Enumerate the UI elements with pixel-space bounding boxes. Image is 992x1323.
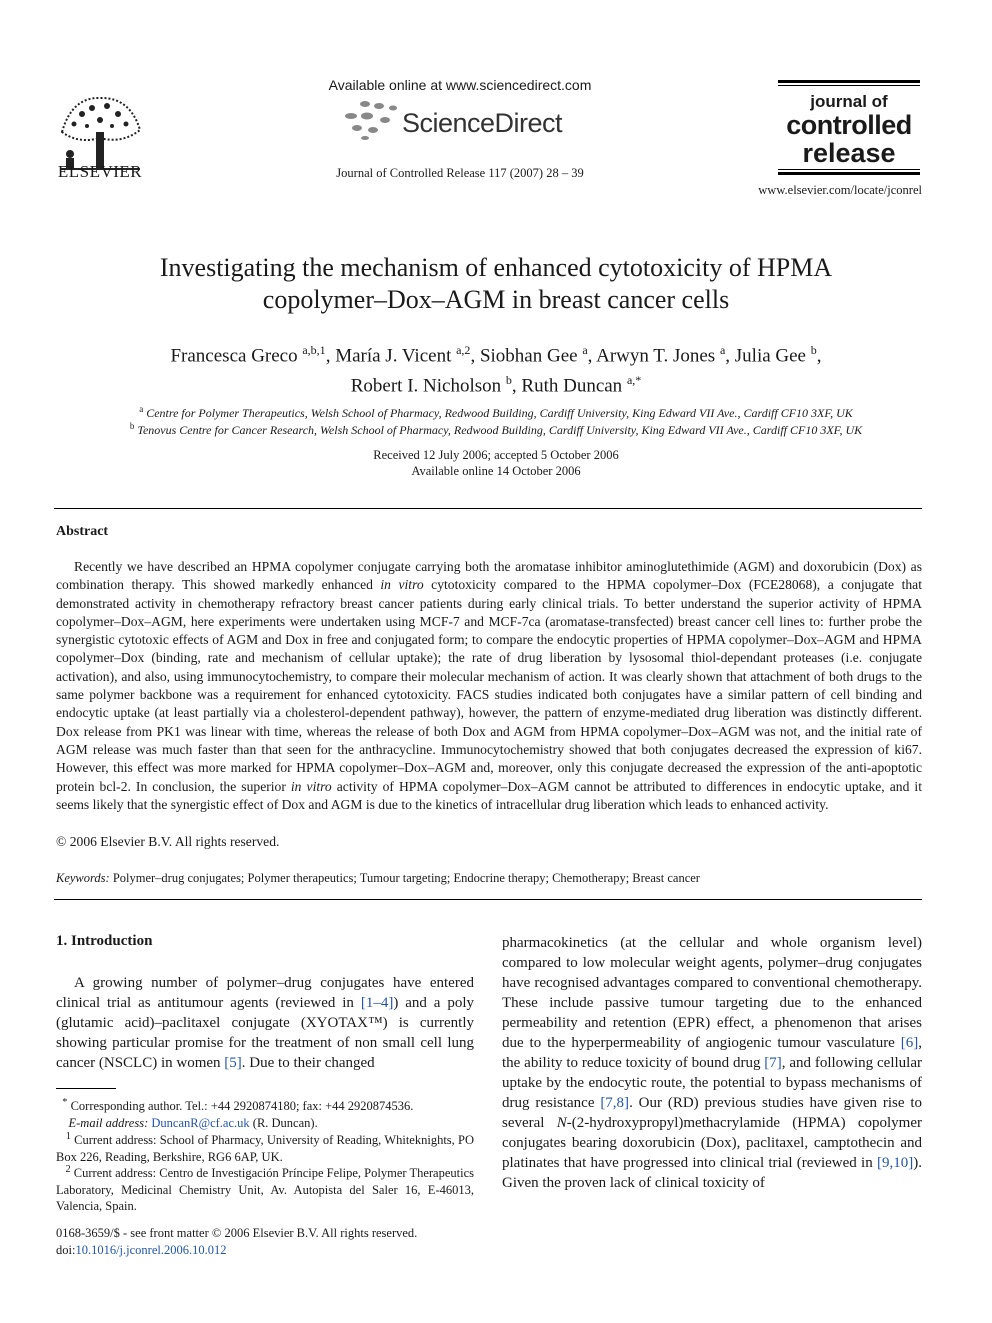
footnote-corresponding <box>56 1095 474 1131</box>
section-heading-introduction: 1. Introduction <box>56 933 153 949</box>
doi-link[interactable]: 10.1016/j.jconrel.2006.10.012 <box>75 1242 227 1257</box>
author-affiliation-mark: b <box>505 373 512 388</box>
front-matter-text: 0168-3659/$ - see front matter © 2006 Elsevier B.V. All rights reserved. <box>56 1226 418 1240</box>
title-line-1: Investigating the mechanism of enhanced cytotoxicity of HPMA <box>159 253 833 282</box>
sciencedirect-wordmark: ScienceDirect <box>402 108 563 138</box>
footnote-text: Current address: Centro de Investigación Príncipe Felipe, Polymer Therapeutics Laboratory, Medicinal Chemistry Unit, Av. Autopista del Saler 16, E-46013, Valencia, Spain. <box>56 1166 475 1214</box>
affiliation-mark: b <box>129 421 135 431</box>
author-affiliation-mark: a,2 <box>456 343 471 357</box>
title-line-2: copolymer–Dox–AGM in breast cancer cells <box>262 285 730 314</box>
keywords-list: Polymer–drug conjugates; Polymer therapeutics; Tumour targeting; Endocrine therapy; Chemotherapy; Breast cancer <box>109 871 700 885</box>
email-link[interactable]: DuncanR@cf.ac.uk <box>151 1115 250 1130</box>
keywords <box>56 871 922 886</box>
abstract-heading: Abstract <box>56 524 109 539</box>
doi-label: doi: <box>56 1242 76 1257</box>
journal-logo <box>778 80 920 174</box>
intro-text: pharmacokinetics (at the cellular and whole organism level) compared to low molecular weight agents, polymer–drug conjugates have recognised advantages compared to conventional chemotherapy. These include passive tumour targeting due to the enhanced permeability and retention (EPR) effect, a phenomenon that arises due to the hyperpermeability of angiogenic tumour vasculature <box>502 935 922 1051</box>
intro-text: ). Given the proven lack of clinical toxicity of <box>502 1155 922 1191</box>
author-separator: , <box>511 375 522 397</box>
journal-logo-line1: journal of <box>810 92 888 111</box>
copyright: © 2006 Elsevier B.V. All rights reserved. <box>56 834 280 849</box>
intro-text: , and following cellular uptake by the endocytic route, the potential to bypass mechanisms of drug resistance <box>502 1055 922 1111</box>
abstract-text: activity of HPMA copolymer–Dox–AGM cannot be attributed to differences in endocytic uptake, and it seems likely that the synergistic effect of Dox and AGM is due to the kinetics of intracellular drug liberation which leads to enhanced activity. <box>56 778 922 812</box>
author: Julia Gee <box>734 345 806 367</box>
author-list <box>60 338 932 399</box>
citation-link[interactable]: [5] <box>224 1055 242 1071</box>
author-affiliation-mark: a,b,1 <box>302 343 326 357</box>
footnote-2 <box>56 1162 474 1215</box>
footnote-1 <box>56 1129 474 1165</box>
intro-text: A growing number of polymer–drug conjugates have entered clinical trial as antitumour agents (reviewed in <box>56 975 474 1011</box>
intro-text: . Due to their changed <box>241 1055 375 1071</box>
article-title <box>60 252 932 316</box>
author: Francesca Greco <box>170 345 298 367</box>
footnote-mark: 2 <box>65 1164 71 1175</box>
journal-url[interactable]: www.elsevier.com/locate/jconrel <box>758 183 922 197</box>
journal-logo-rule-bottom-thin <box>778 169 920 170</box>
intro-text: -(2-hydroxypropyl)methacrylamide (HPMA) copolymer conjugates bearing doxorubicin (Dox), paclitaxel, camptothecin and platinates that have progressed into clinical trial (reviewed in <box>502 1115 922 1171</box>
front-matter <box>56 1225 417 1258</box>
available-date: Available online 14 October 2006 <box>411 464 581 478</box>
affiliation-text: Tenovus Centre for Cancer Research, Welsh School of Pharmacy, Redwood Building, Cardiff University, King Edward VII Ave., Cardiff CF10 3XF, UK <box>137 423 863 437</box>
author-affiliation-mark: b <box>810 343 817 357</box>
author-separator: , <box>325 345 336 367</box>
footnote-text: Current address: School of Pharmacy, University of Reading, Whiteknights, PO Box 226, Reading, Berkshire, RG6 6AP, UK. <box>56 1133 474 1164</box>
citation-link[interactable]: [6] <box>900 1035 919 1051</box>
available-online-text[interactable]: Available online at www.sciencedirect.com <box>328 77 592 93</box>
journal-logo-rule-bottom <box>778 172 920 175</box>
received-dates: Received 12 July 2006; accepted 5 October 2006 <box>373 448 619 462</box>
intro-text: , the ability to reduce toxicity of bound drug <box>502 1035 922 1071</box>
sciencedirect-dots-icon <box>343 98 405 140</box>
journal-logo-line2: controlled <box>786 110 912 140</box>
citation-link[interactable]: [7] <box>764 1055 782 1071</box>
intro-text: . Our (RD) previous studies have given rise to several <box>502 1095 922 1131</box>
author-separator: , <box>725 345 735 367</box>
author: María J. Vicent <box>335 345 452 367</box>
author: Ruth Duncan <box>521 375 623 397</box>
author-affiliation-mark: a <box>719 343 726 357</box>
author: Arwyn T. Jones <box>596 345 716 367</box>
intro-paragraph-continued <box>502 933 922 1193</box>
affiliation-mark: a <box>139 404 144 414</box>
abstract-italic: in vitro <box>290 778 332 794</box>
intro-paragraph-1 <box>56 973 474 1073</box>
journal-logo-line3: release <box>802 138 896 168</box>
publisher-name: ELSEVIER <box>57 162 143 181</box>
journal-logo-rule-top <box>778 80 920 83</box>
footnote-mark: * <box>62 1097 68 1108</box>
journal-logo-rule-top-thin <box>778 85 920 86</box>
author-separator: , <box>470 345 480 367</box>
abstract-text: Recently we have described an HPMA copolymer conjugate carrying both the aromatase inhibitor aminoglutethimide (AGM) and doxorubicin (Dox) as combination therapy. This showed markedly enhanced <box>56 559 922 593</box>
author-affiliation-mark: a,* <box>626 373 642 388</box>
email-label: E-mail address: <box>68 1115 149 1130</box>
footnote-text: (R. Duncan). <box>249 1115 318 1130</box>
divider-bottom <box>54 899 922 900</box>
abstract-italic: in vitro <box>380 577 424 593</box>
footnote-rule <box>56 1088 116 1089</box>
affiliation-b <box>40 421 952 438</box>
footnote-text: Corresponding author. Tel.: +44 2920874180; fax: +44 2920874536. <box>67 1099 414 1114</box>
affiliation-a <box>40 404 952 421</box>
citation-link[interactable]: [9,10] <box>877 1155 914 1171</box>
author-affiliation-mark: a <box>582 343 588 357</box>
abstract-text: cytotoxicity compared to the HPMA copolymer–Dox (FCE28068), a conjugate that demonstrated activity in chemotherapy refractory breast cancer patients during early clinical trials. To better understand the superior activity of HPMA copolymer–Dox–AGM, here experiments were undertaken using MCF-7 and MCF-7ca (aromatase-transfected) breast cancer cell lines to: further probe the synergistic cytotoxic effects of AGM and Dox in free and conjugated form; to compare the endocytic properties of HPMA copolymer–Dox–AGM and HPMA copolymer–Dox (binding, rate and mechanism of cellular uptake); the rate of drug liberation by lysosomal thiol-dependant proteases (i.e. conjugate activation), and also, using immunocytochemistry, to compare their molecular mechanism of action. It was clearly shown that attachment of both drugs to the same polymer backbone was a requirement for enhanced cytotoxicity. FACS studies indicated both conjugates have a similar pattern of cell binding and endocytic uptake (at least partially via a cholesterol-dependent pathway), however, the pattern of enzyme-mediated drug liberation was distinctly different. Dox release from PK1 was linear with time, whereas the release of both Dox and AGM from HPMA copolymer–Dox–AGM was not, and the initial rate of AGM release was much faster than that seen for the anthracycline. Immunocytochemistry showed that both conjugates decreased the expression of ki67. However, this effect was more marked for HPMA copolymer–Dox–AGM and, moreover, only this conjugate decreased the expression of the anti-apoptotic protein bcl-2. In conclusion, the superior <box>56 577 922 794</box>
footnote-mark: 1 <box>65 1131 71 1142</box>
keywords-label: Keywords: <box>56 871 110 885</box>
abstract-body <box>56 558 922 814</box>
intro-italic: N <box>556 1115 567 1131</box>
author: Siobhan Gee <box>479 345 578 367</box>
author-separator: , <box>587 345 597 367</box>
intro-text: ) and a poly (glutamic acid)–paclitaxel conjugate (XYOTAX™) is currently showing particular promise for the treatment of non small cell lung cancer (NSCLC) in women <box>56 995 474 1071</box>
citation-link[interactable]: [7,8] <box>600 1095 630 1111</box>
citation-link[interactable]: [1–4] <box>360 995 394 1011</box>
author-separator: , <box>816 345 822 367</box>
affiliation-text: Centre for Polymer Therapeutics, Welsh School of Pharmacy, Redwood Building, Cardiff University, King Edward VII Ave., Cardiff CF10 3XF, UK <box>146 406 853 420</box>
author: Robert I. Nicholson <box>350 375 502 397</box>
journal-citation: Journal of Controlled Release 117 (2007) 28 – 39 <box>336 166 584 180</box>
divider-top <box>54 508 922 509</box>
